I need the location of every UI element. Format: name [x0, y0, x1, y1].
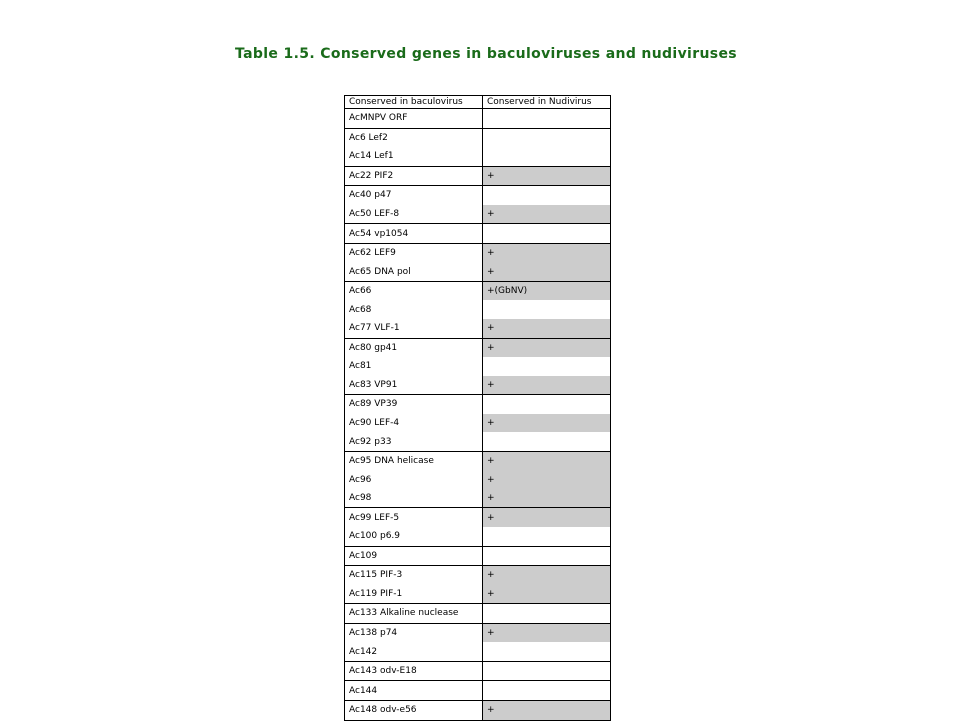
baculovirus-gene-cell: Ac6 Lef2: [345, 128, 483, 147]
nudivirus-conserved-cell: [483, 604, 611, 624]
table-row: [345, 432, 611, 451]
baculovirus-gene-cell: Ac68: [345, 300, 483, 319]
nudivirus-conserved-cell: [483, 186, 611, 205]
nudivirus-conserved-cell: +: [483, 700, 611, 720]
table-row: [345, 300, 611, 319]
table-row: [345, 395, 611, 414]
baculovirus-gene-cell: Ac142: [345, 642, 483, 661]
nudivirus-conserved-cell: [483, 300, 611, 319]
nudivirus-conserved-cell: +: [483, 470, 611, 489]
baculovirus-gene-cell: Ac22 PIF2: [345, 166, 483, 186]
nudivirus-conserved-cell: [483, 357, 611, 376]
baculovirus-gene-cell: Ac148 odv-e56: [345, 700, 483, 720]
nudivirus-conserved-cell: +(GbNV): [483, 281, 611, 300]
nudivirus-conserved-cell: +: [483, 166, 611, 186]
table-row: [345, 414, 611, 433]
table-title: Table 1.5. Conserved genes in baculoviruses and nudiviruses: [235, 46, 737, 62]
nudivirus-conserved-cell: [483, 642, 611, 661]
table-row: [345, 546, 611, 566]
baculovirus-gene-cell: Ac54 vp1054: [345, 224, 483, 244]
table-header-row: [345, 96, 611, 109]
table-row: [345, 376, 611, 395]
nudivirus-conserved-cell: +: [483, 205, 611, 224]
baculovirus-gene-cell: Ac65 DNA pol: [345, 262, 483, 281]
baculovirus-gene-cell: Ac95 DNA helicase: [345, 451, 483, 470]
baculovirus-gene-cell: Ac83 VP91: [345, 376, 483, 395]
table-row: [345, 585, 611, 604]
baculovirus-gene-cell: Ac109: [345, 546, 483, 566]
baculovirus-gene-cell: Ac50 LEF-8: [345, 205, 483, 224]
baculovirus-gene-cell: Ac92 p33: [345, 432, 483, 451]
nudivirus-conserved-cell: +: [483, 319, 611, 338]
baculovirus-gene-cell: Ac14 Lef1: [345, 147, 483, 166]
column-header-nudivirus: Conserved in Nudivirus: [483, 96, 611, 109]
baculovirus-gene-cell: Ac40 p47: [345, 186, 483, 205]
nudivirus-conserved-cell: [483, 527, 611, 546]
conserved-genes-table: [344, 95, 611, 721]
baculovirus-gene-cell: Ac89 VP39: [345, 395, 483, 414]
baculovirus-gene-cell: Ac66: [345, 281, 483, 300]
nudivirus-conserved-cell: +: [483, 414, 611, 433]
baculovirus-gene-cell: Ac90 LEF-4: [345, 414, 483, 433]
nudivirus-conserved-cell: [483, 546, 611, 566]
baculovirus-gene-cell: Ac119 PIF-1: [345, 585, 483, 604]
nudivirus-conserved-cell: +: [483, 489, 611, 508]
table-row: [345, 527, 611, 546]
baculovirus-gene-cell: Ac80 gp41: [345, 338, 483, 357]
table-row: [345, 243, 611, 262]
nudivirus-conserved-cell: [483, 661, 611, 681]
table-row: [345, 319, 611, 338]
baculovirus-gene-cell: Ac115 PIF-3: [345, 566, 483, 585]
nudivirus-conserved-cell: +: [483, 262, 611, 281]
table-row: [345, 642, 611, 661]
table-row: [345, 147, 611, 166]
baculovirus-gene-cell: Ac77 VLF-1: [345, 319, 483, 338]
baculovirus-gene-cell: Ac138 p74: [345, 623, 483, 642]
column-header-baculovirus: Conserved in baculovirus: [345, 96, 483, 109]
baculovirus-gene-cell: Ac99 LEF-5: [345, 508, 483, 527]
table-row: [345, 128, 611, 147]
nudivirus-conserved-cell: +: [483, 376, 611, 395]
table-row: [345, 281, 611, 300]
nudivirus-conserved-cell: +: [483, 623, 611, 642]
table-row: [345, 357, 611, 376]
table-row: [345, 566, 611, 585]
nudivirus-conserved-cell: [483, 395, 611, 414]
nudivirus-conserved-cell: +: [483, 508, 611, 527]
table-row: [345, 681, 611, 701]
baculovirus-gene-cell: Ac133 Alkaline nuclease: [345, 604, 483, 624]
table-row: [345, 166, 611, 186]
table-row: [345, 451, 611, 470]
table-row: [345, 470, 611, 489]
table-row: [345, 205, 611, 224]
nudivirus-conserved-cell: [483, 681, 611, 701]
baculovirus-gene-cell: Ac100 p6.9: [345, 527, 483, 546]
nudivirus-conserved-cell: [483, 128, 611, 147]
baculovirus-gene-cell: Ac81: [345, 357, 483, 376]
baculovirus-gene-cell: Ac144: [345, 681, 483, 701]
table-row: [345, 338, 611, 357]
table-row: [345, 186, 611, 205]
baculovirus-gene-cell: Ac96: [345, 470, 483, 489]
nudivirus-conserved-cell: [483, 109, 611, 129]
nudivirus-conserved-cell: +: [483, 338, 611, 357]
table-row: [345, 224, 611, 244]
table-row: [345, 661, 611, 681]
table-row: [345, 109, 611, 129]
nudivirus-conserved-cell: +: [483, 566, 611, 585]
nudivirus-conserved-cell: [483, 147, 611, 166]
baculovirus-gene-cell: Ac143 odv-E18: [345, 661, 483, 681]
nudivirus-conserved-cell: +: [483, 243, 611, 262]
nudivirus-conserved-cell: [483, 432, 611, 451]
nudivirus-conserved-cell: [483, 224, 611, 244]
baculovirus-gene-cell: AcMNPV ORF: [345, 109, 483, 129]
baculovirus-gene-cell: Ac62 LEF9: [345, 243, 483, 262]
nudivirus-conserved-cell: +: [483, 585, 611, 604]
table-row: [345, 489, 611, 508]
table-row: [345, 262, 611, 281]
table-row: [345, 700, 611, 720]
baculovirus-gene-cell: Ac98: [345, 489, 483, 508]
table-row: [345, 623, 611, 642]
table-row: [345, 508, 611, 527]
nudivirus-conserved-cell: +: [483, 451, 611, 470]
table-body: [345, 109, 611, 721]
table-row: [345, 604, 611, 624]
